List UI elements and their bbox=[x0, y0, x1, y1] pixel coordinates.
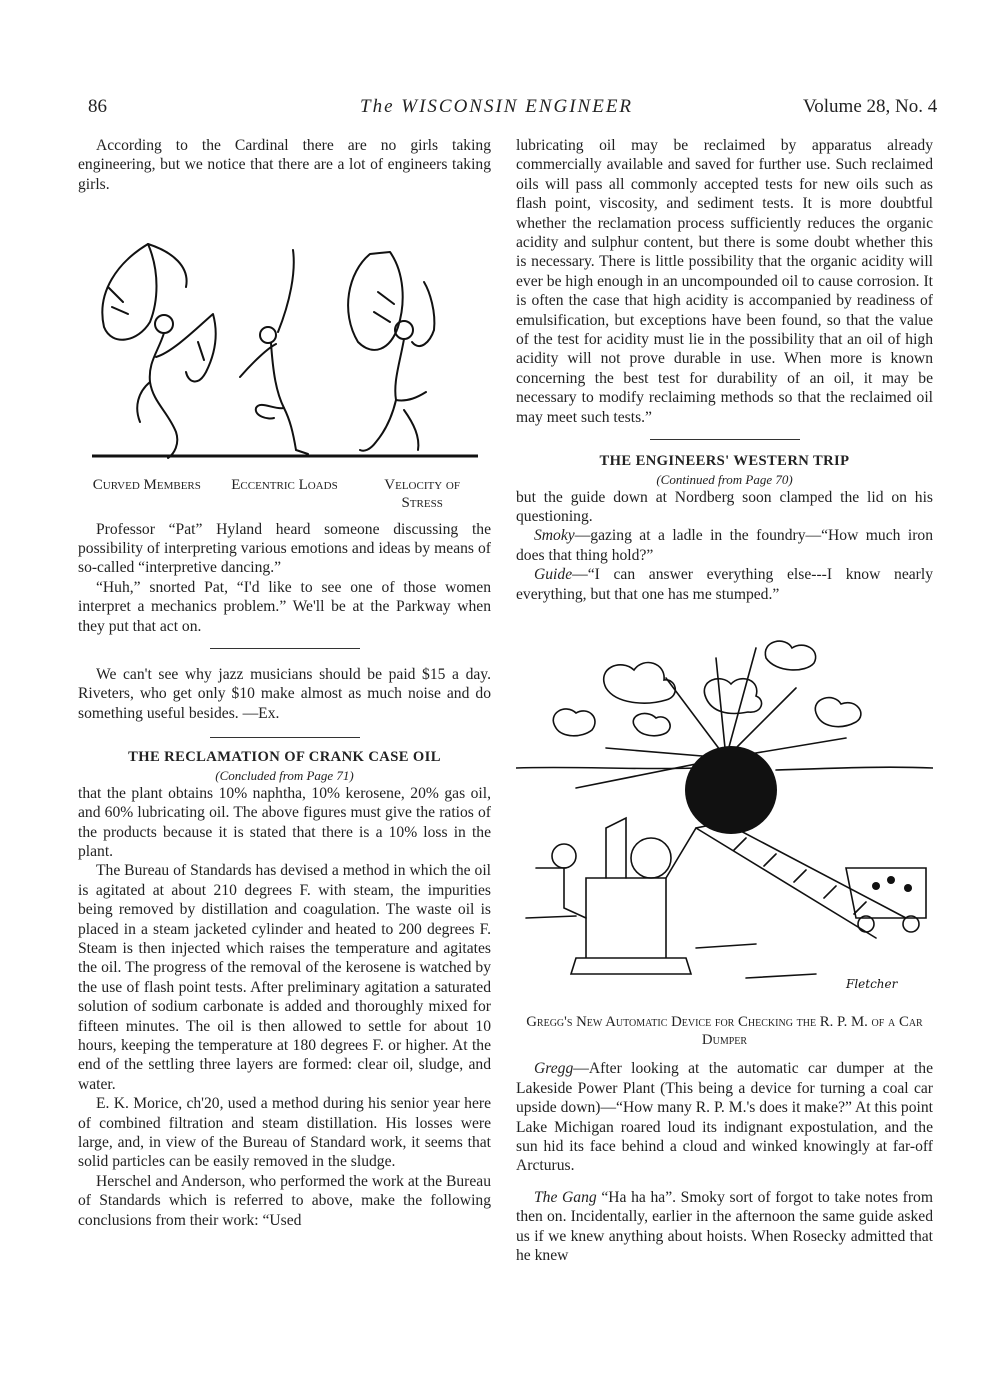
pat-paragraph-1: Professor “Pat” Hyland heard someone discussing the possibility of interpreting various emotions and ideas by means of so-called “interpretive dancing.” bbox=[78, 520, 491, 577]
caption-eccentric-loads: Eccentric Loads bbox=[231, 476, 338, 493]
jazz-paragraph: We can't see why jazz musicians should be paid $15 a day. Riveters, who get only $10 make almost as much noise and do something useful besides. —Ex. bbox=[78, 666, 491, 722]
section-divider bbox=[650, 439, 800, 440]
pat-paragraph-2: “Huh,” snorted Pat, “I'd like to see one of those women interpret a mechanics problem.” We'll be at the Parkway when they put that act on. bbox=[78, 578, 491, 635]
oil-paragraph-2: The Bureau of Standards has devised a method in which the oil is agitated at about 210 degrees F. with steam, the impurities being removed by distillation and coagulation. The waste oil is placed in a steam jacketed cylinder and heated to 200 degrees F. Steam is then injected which raises the temperature and agitates the oil. The progress of the removal of the kerosene is watched by the use of flash point tests. After preliminary agitation a saturated solution of sodium carbonate is added and thoroughly mixed for fifteen minutes. The oil is then allowed to settle for about 10 hours, keeping the temperature at 180 degrees F. or higher. At the end of the settling three layers are formed: clear oil, sludge, and water. bbox=[78, 862, 491, 1093]
oil-article-continued: (Concluded from Page 71) bbox=[215, 767, 354, 783]
journal-title: The WISCONSIN ENGINEER bbox=[360, 96, 634, 117]
artist-signature: Fletcher bbox=[846, 976, 898, 991]
trip-article-title: THE ENGINEERS' WESTERN TRIP bbox=[599, 453, 850, 470]
section-divider bbox=[210, 648, 360, 649]
left-column bbox=[78, 136, 491, 1230]
drawing-caption: Gregg's New Automatic Device for Checking the R. P. M. of a Car Dumper bbox=[526, 1014, 923, 1049]
dancers-cartoon bbox=[78, 232, 491, 511]
caption-curved-members: Curved Members bbox=[92, 476, 201, 493]
oil-paragraph-5: lubricating oil may be reclaimed by apparatus already commercially available and saved for further use. Such reclaimed oils will pass all commonly accepted tests for new oils such as flash point, viscosity, and sediment tests. It is more doubtful whether the reclamation process sufficiently reduces the organic acidity and sulphur content, but there is some doubt whether this is necessary. There is little possibility that the organic acidity will ever be high enough in an uncompounded oil to cause corrosion. It is often the case that high acidity is accompanied by readiness of emulsification, but exceptions have been found, so that the value of the test for acidity must lie in the possibility that an oil of high acidity will not prove durable in use. When more is known concerning the best test for durability of an oil, it may be necessary to modify reclaiming methods so that the reclaimed oil may meet such tests.” bbox=[516, 137, 933, 426]
section-divider bbox=[210, 737, 360, 738]
trip-article-continued: (Continued from Page 70) bbox=[656, 471, 793, 487]
cartoon-captions bbox=[78, 476, 491, 512]
speaker-gang: The Gang bbox=[534, 1188, 597, 1206]
trip-paragraph-1: but the guide down at Nordberg soon clamped the lid on his questioning. bbox=[516, 488, 933, 525]
oil-paragraph-4: Herschel and Anderson, who performed the work at the Bureau of Standards which is referred to above, make the following conclusions from their work: “Used bbox=[78, 1172, 491, 1229]
guide-line: —“I can answer everything else---I know nearly everything, but that one has me stumped.” bbox=[516, 566, 933, 603]
smoky-dialogue bbox=[516, 526, 933, 565]
guide-dialogue bbox=[516, 565, 933, 604]
smoky-line: —gazing at a ladle in the foundry—“How much iron does that thing hold?” bbox=[516, 527, 933, 564]
gang-dialogue bbox=[516, 1188, 933, 1266]
speaker-guide: Guide bbox=[534, 566, 573, 584]
gregg-line: —After looking at the automatic car dumper at the Lakeside Power Plant (This being a device for turning a coal car upside down)—“How many R. P. M.'s does it make?” At this point Lake Michigan roared loud its indignant expostulation, and the sun hid its face behind a cloud and winked knowingly at far-off Arcturus. bbox=[516, 1060, 933, 1175]
car-dumper-drawing bbox=[516, 618, 933, 1007]
speaker-gregg: Gregg bbox=[534, 1060, 574, 1078]
car-dumper-illustration bbox=[516, 618, 933, 1002]
gang-line: “Ha ha ha”. Smoky sort of forgot to take notes from then on. Incidentally, earlier in the afternoon the same guide asked us if we knew anything about hoists. When Rosecky admitted that he knew bbox=[516, 1188, 933, 1264]
oil-article-title: THE RECLAMATION OF CRANK CASE OIL bbox=[128, 749, 441, 766]
oil-paragraph-1: that the plant obtains 10% naphtha, 10% kerosene, 20% gas oil, and 60% lubricating oil. The above figures must give the ratios of the products because it is stated that there is a 10% loss in the plant. bbox=[78, 784, 491, 860]
dancers-illustration bbox=[78, 232, 491, 466]
speaker-smoky: Smoky bbox=[534, 527, 575, 545]
joke-cardinal: According to the Cardinal there are no girls taking engineering, but we notice that there are a lot of engineers taking girls. bbox=[78, 137, 491, 193]
oil-paragraph-3: E. K. Morice, ch'20, used a method during his senior year here of combined filtration and steam distillation. His losses were large, and, in view of the Bureau of Standard work, it seems that solid particles can be easily removed in the sludge. bbox=[78, 1095, 491, 1171]
caption-velocity-of-stress: Velocity of Stress bbox=[384, 476, 460, 511]
right-column bbox=[516, 136, 933, 1265]
volume-label: Volume 28, No. 4 bbox=[803, 96, 938, 117]
gregg-dialogue bbox=[516, 1059, 933, 1175]
page-number: 86 bbox=[88, 96, 107, 117]
